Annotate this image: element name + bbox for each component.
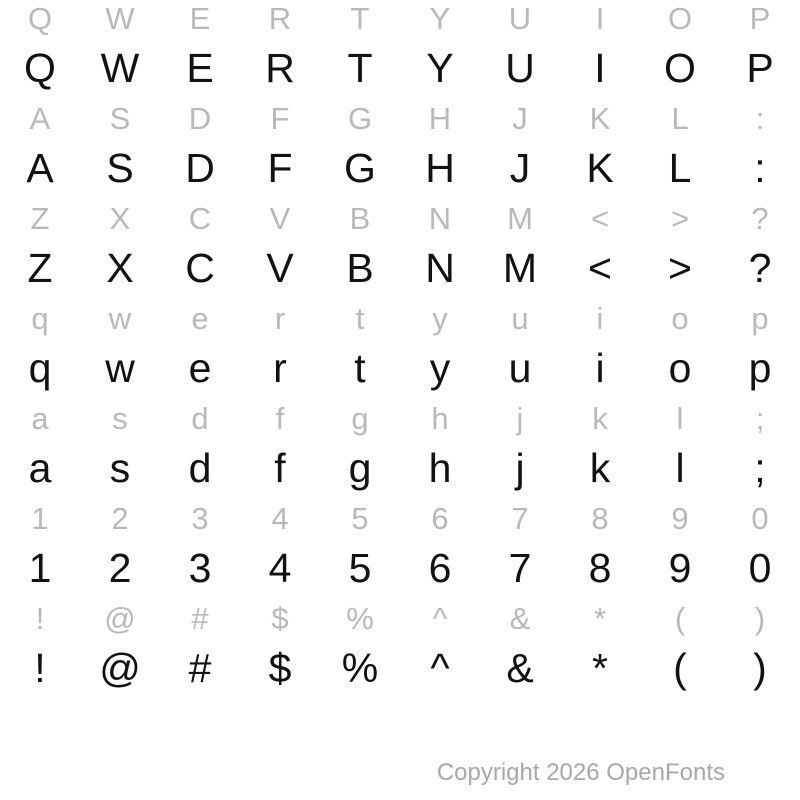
- glyph-cell: p: [748, 345, 772, 391]
- glyph-cell: I: [594, 45, 606, 91]
- glyph-cell: S: [109, 101, 131, 136]
- glyph-cell: T: [350, 1, 370, 36]
- glyph-cell: >: [668, 245, 692, 291]
- glyph-cell: U: [505, 45, 535, 91]
- glyph-cell: ^: [430, 645, 450, 691]
- glyph-cell: ): [753, 645, 767, 691]
- glyph-cell: y: [432, 301, 448, 336]
- glyph-cell: P: [746, 45, 774, 91]
- glyph-cell: L: [668, 145, 692, 191]
- glyph-cell: @: [99, 645, 141, 691]
- glyph-cell: r: [274, 301, 286, 336]
- glyph-cell: q: [31, 301, 49, 336]
- glyph-cell: %: [346, 601, 374, 636]
- glyph-cell: *: [593, 601, 607, 636]
- glyph-cell: G: [347, 101, 373, 136]
- glyph-cell: Z: [30, 201, 50, 236]
- glyph-cell: F: [267, 145, 293, 191]
- glyph-cell: d: [191, 401, 209, 436]
- glyph-cell: $: [268, 645, 292, 691]
- glyph-cell: e: [188, 345, 212, 391]
- glyph-cell: (: [673, 645, 687, 691]
- glyph-cell: K: [589, 101, 611, 136]
- glyph-cell: 9: [668, 545, 692, 591]
- glyph-cell: d: [188, 445, 212, 491]
- glyph-cell: %: [341, 645, 379, 691]
- glyph-cell: C: [185, 245, 215, 291]
- glyph-cell: W: [105, 1, 135, 36]
- glyph-cell: Q: [24, 45, 56, 91]
- glyph-cell: >: [670, 201, 690, 236]
- glyph-cell: B: [349, 201, 371, 236]
- glyph-cell: 1: [28, 545, 52, 591]
- glyph-cell: &: [509, 601, 531, 636]
- glyph-cell: t: [354, 345, 366, 391]
- glyph-cell: &: [506, 645, 534, 691]
- glyph-cell: 7: [511, 501, 529, 536]
- glyph-cell: 4: [271, 501, 289, 536]
- glyph-cell: M: [502, 245, 538, 291]
- glyph-cell: V: [266, 245, 294, 291]
- glyph-cell: A: [26, 145, 54, 191]
- sample-uppercase-home-row: [0, 142, 800, 194]
- glyph-cell: O: [664, 45, 696, 91]
- glyph-cell: g: [348, 445, 372, 491]
- glyph-cell: ): [754, 601, 766, 636]
- glyph-cell: 2: [108, 545, 132, 591]
- glyph-cell: e: [191, 301, 209, 336]
- sample-lowercase-home-row: [0, 442, 800, 494]
- ghost-uppercase-qwerty-row: [0, 0, 800, 37]
- glyph-cell: r: [273, 345, 287, 391]
- glyph-cell: T: [347, 45, 373, 91]
- glyph-cell: 6: [431, 501, 449, 536]
- glyph-cell: H: [425, 145, 455, 191]
- ghost-uppercase-bottom-row: [0, 200, 800, 237]
- ghost-lowercase-home-row: [0, 400, 800, 437]
- glyph-cell: 2: [111, 501, 129, 536]
- glyph-cell: u: [511, 301, 529, 336]
- glyph-cell: <: [590, 201, 610, 236]
- glyph-cell: k: [589, 445, 611, 491]
- glyph-cell: S: [106, 145, 134, 191]
- glyph-cell: f: [274, 445, 286, 491]
- sample-digits-row: [0, 542, 800, 594]
- glyph-cell: @: [104, 601, 136, 636]
- glyph-cell: f: [275, 401, 285, 436]
- glyph-cell: p: [751, 301, 769, 336]
- glyph-cell: a: [31, 401, 49, 436]
- glyph-cell: o: [668, 345, 692, 391]
- glyph-cell: #: [188, 645, 212, 691]
- glyph-cell: #: [191, 601, 209, 636]
- glyph-cell: h: [428, 445, 452, 491]
- glyph-cell: j: [516, 401, 524, 436]
- glyph-cell: !: [35, 601, 45, 636]
- glyph-cell: ^: [432, 601, 448, 636]
- glyph-cell: 5: [348, 545, 372, 591]
- glyph-cell: !: [34, 645, 46, 691]
- glyph-cell: 7: [508, 545, 532, 591]
- sample-uppercase-qwerty-row: [0, 42, 800, 94]
- glyph-cell: h: [431, 401, 449, 436]
- glyph-cell: g: [351, 401, 369, 436]
- ghost-lowercase-qwerty-row: [0, 300, 800, 337]
- glyph-cell: o: [671, 301, 689, 336]
- ghost-symbols-row: [0, 600, 800, 637]
- glyph-cell: j: [515, 445, 525, 491]
- glyph-cell: 8: [591, 501, 609, 536]
- glyph-cell: A: [29, 101, 51, 136]
- glyph-cell: R: [268, 1, 292, 36]
- glyph-cell: 0: [748, 545, 772, 591]
- glyph-cell: 6: [428, 545, 452, 591]
- glyph-cell: 9: [671, 501, 689, 536]
- glyph-cell: X: [106, 245, 134, 291]
- glyph-cell: i: [596, 301, 604, 336]
- ghost-uppercase-home-row: [0, 100, 800, 137]
- glyph-cell: B: [346, 245, 374, 291]
- glyph-cell: K: [586, 145, 614, 191]
- glyph-cell: H: [428, 101, 452, 136]
- glyph-cell: F: [270, 101, 290, 136]
- glyph-cell: s: [109, 445, 131, 491]
- glyph-cell: 0: [751, 501, 769, 536]
- glyph-cell: O: [667, 1, 693, 36]
- glyph-cell: <: [588, 245, 612, 291]
- copyright-watermark: Copyright 2026 OpenFonts: [436, 759, 725, 786]
- glyph-cell: M: [507, 201, 533, 236]
- glyph-cell: i: [595, 345, 605, 391]
- glyph-cell: ?: [751, 201, 769, 236]
- glyph-cell: N: [428, 201, 452, 236]
- glyph-cell: N: [425, 245, 455, 291]
- glyph-cell: l: [676, 401, 684, 436]
- glyph-cell: *: [592, 645, 608, 691]
- glyph-cell: k: [592, 401, 608, 436]
- glyph-cell: Z: [27, 245, 53, 291]
- glyph-cell: D: [188, 101, 212, 136]
- glyph-cell: 3: [188, 545, 212, 591]
- glyph-cell: ?: [748, 245, 772, 291]
- glyph-cell: D: [185, 145, 215, 191]
- glyph-cell: 8: [588, 545, 612, 591]
- glyph-cell: a: [28, 445, 52, 491]
- ghost-digits-row: [0, 500, 800, 537]
- glyph-cell: :: [754, 145, 766, 191]
- glyph-cell: E: [189, 1, 211, 36]
- glyph-cell: y: [429, 345, 451, 391]
- glyph-cell: u: [508, 345, 532, 391]
- glyph-cell: Q: [27, 1, 53, 36]
- glyph-cell: L: [671, 101, 689, 136]
- glyph-cell: s: [112, 401, 128, 436]
- glyph-cell: 1: [31, 501, 49, 536]
- sample-lowercase-qwerty-row: [0, 342, 800, 394]
- glyph-cell: :: [755, 101, 765, 136]
- glyph-cell: E: [186, 45, 214, 91]
- glyph-cell: w: [108, 301, 132, 336]
- glyph-cell: J: [509, 145, 531, 191]
- glyph-cell: V: [269, 201, 291, 236]
- glyph-cell: w: [105, 345, 135, 391]
- glyph-cell: U: [508, 1, 532, 36]
- glyph-cell: W: [100, 45, 140, 91]
- glyph-cell: Y: [426, 45, 454, 91]
- sample-uppercase-bottom-row: [0, 242, 800, 294]
- glyph-cell: t: [355, 301, 365, 336]
- glyph-cell: G: [344, 145, 376, 191]
- sample-symbols-row: [0, 642, 800, 694]
- glyph-cell: P: [749, 1, 771, 36]
- glyph-cell: 4: [268, 545, 292, 591]
- glyph-cell: C: [188, 201, 212, 236]
- glyph-cell: I: [595, 1, 605, 36]
- glyph-cell: J: [512, 101, 528, 136]
- glyph-cell: R: [265, 45, 295, 91]
- glyph-cell: (: [674, 601, 686, 636]
- glyph-cell: Y: [429, 1, 451, 36]
- glyph-cell: ;: [754, 445, 766, 491]
- glyph-cell: l: [675, 445, 685, 491]
- glyph-cell: $: [271, 601, 289, 636]
- glyph-cell: ;: [755, 401, 765, 436]
- glyph-cell: q: [28, 345, 52, 391]
- glyph-cell: 5: [351, 501, 369, 536]
- glyph-cell: X: [109, 201, 131, 236]
- glyph-cell: 3: [191, 501, 209, 536]
